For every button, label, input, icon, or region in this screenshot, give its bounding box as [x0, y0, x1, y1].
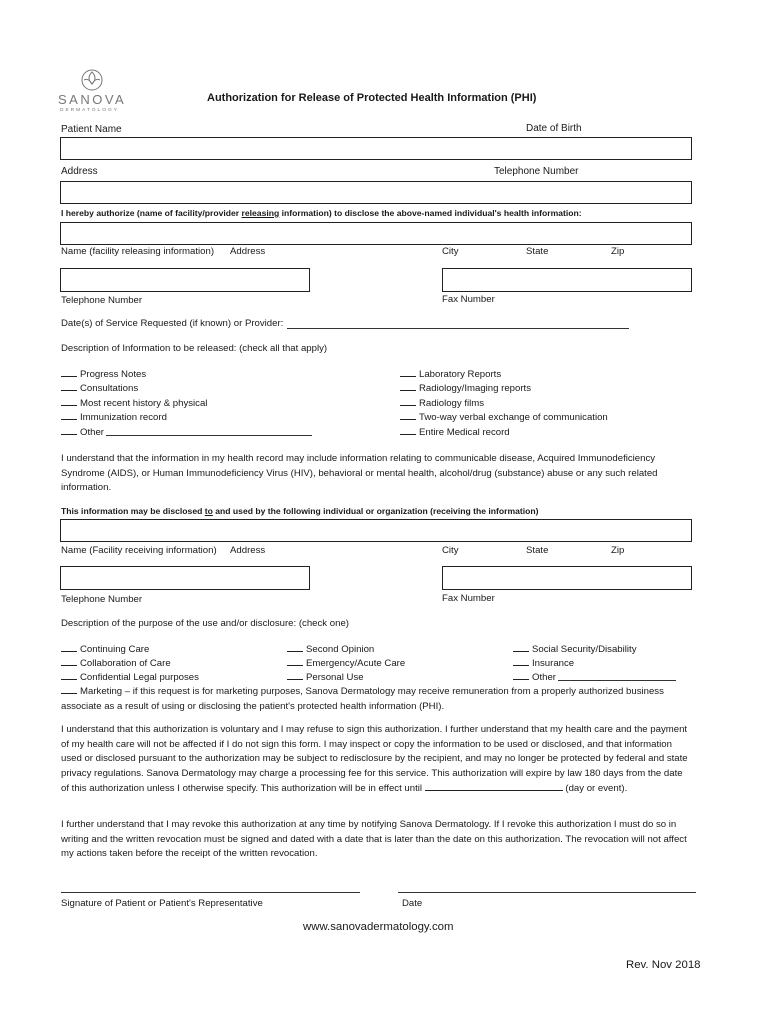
sanova-flower-icon — [79, 68, 105, 92]
authorize-pre: I hereby authorize (name of facility/provider — [61, 208, 242, 218]
address-telephone-field[interactable] — [60, 181, 692, 204]
info-item[interactable]: Radiology films — [400, 396, 484, 409]
releasing-fax-label: Fax Number — [442, 294, 495, 305]
dates-service-line[interactable] — [287, 328, 629, 329]
purpose-item[interactable]: Emergency/Acute Care — [287, 656, 405, 669]
info-item-other[interactable]: Other — [61, 425, 104, 438]
receiving-statement — [61, 506, 539, 516]
purpose-item-other[interactable]: Other — [513, 670, 556, 683]
receiving-fax-label: Fax Number — [442, 593, 495, 604]
releasing-telephone-field[interactable] — [60, 268, 310, 292]
receiving-name-label: Name (Facility receiving information) — [61, 545, 217, 556]
info-item[interactable]: Progress Notes — [61, 367, 146, 380]
receiving-zip-label: Zip — [611, 545, 625, 556]
purpose-item[interactable]: Personal Use — [287, 670, 364, 683]
info-item[interactable]: Most recent history & physical — [61, 396, 207, 409]
info-item[interactable]: Consultations — [61, 381, 138, 394]
releasing-telephone-label: Telephone Number — [61, 295, 143, 306]
address-label: Address — [61, 166, 98, 177]
patient-name-dob-field[interactable] — [60, 137, 692, 160]
purpose-item[interactable]: Collaboration of Care — [61, 656, 171, 669]
revision: Rev. Nov 2018 — [626, 959, 701, 971]
releasing-zip-label: Zip — [611, 246, 625, 257]
info-item[interactable]: Immunization record — [61, 410, 167, 423]
patient-name-label: Patient Name — [61, 124, 122, 135]
releasing-name-label: Name (facility releasing information) — [61, 246, 215, 257]
releasing-address-label: Address — [230, 246, 266, 257]
info-item[interactable]: Entire Medical record — [400, 425, 510, 438]
info-item[interactable]: Laboratory Reports — [400, 367, 501, 380]
voluntary-paragraph: I understand that this authorization is voluntary and I may refuse to sign this authorization. I further understand that my health care and the payment of my health care will not be affected if I do not sign this form. I may inspect or copy the information to be used or disclosed, and that information used or disclosed pursuant to the authorization may be subject to redisclosure by the recipient, and may no longer be protected by federal and state privacy regulations. Sanova Dermatology may charge a processing fee for this service. This authorization will expire by law 180 days from the date of this authorization unless I otherwise specify. This authorization will be in effect until (day or event). — [61, 724, 688, 795]
logo-brand: SANOVA — [58, 92, 127, 107]
telephone-label: Telephone Number — [494, 166, 579, 177]
marketing-item[interactable] — [61, 684, 691, 714]
receiving-fax-field[interactable] — [442, 566, 692, 590]
receiving-state-label: State — [526, 545, 549, 556]
authorize-post: information) to disclose the above-named individual's health information: — [279, 208, 582, 218]
releasing-fax-field[interactable] — [442, 268, 692, 292]
receiving-name-address-field[interactable] — [60, 519, 692, 542]
logo-sub: DERMATOLOGY — [60, 108, 119, 113]
releasing-name-address-field[interactable] — [60, 222, 692, 245]
purpose-other-line[interactable] — [558, 680, 676, 681]
date-line[interactable] — [398, 892, 696, 893]
form-title: Authorization for Release of Protected Health Information (PHI) — [207, 92, 537, 104]
marketing-text: Marketing – if this request is for marketing purposes, Sanova Dermatology may receive remuneration from a properly authorized business associate as a result of using or disclosing the patient's protected health information (PHI). — [61, 686, 664, 712]
info-item[interactable]: Two-way verbal exchange of communication — [400, 410, 608, 423]
effective-until-line[interactable] — [425, 781, 563, 791]
receiving-telephone-label: Telephone Number — [61, 594, 143, 605]
purpose-item[interactable]: Confidential Legal purposes — [61, 670, 199, 683]
dates-service-label: Date(s) of Service Requested (if known) or Provider: — [61, 318, 284, 329]
purpose-label: Description of the purpose of the use and/or disclosure: (check one) — [61, 618, 349, 629]
receiving-post: and used by the following individual or organization (receiving the information) — [212, 506, 539, 516]
website: www.sanovadermatology.com — [303, 921, 454, 933]
purpose-item[interactable]: Insurance — [513, 656, 574, 669]
releasing-city-label: City — [442, 246, 459, 257]
authorize-statement — [61, 208, 582, 218]
receiving-pre: This information may be disclosed — [61, 506, 205, 516]
signature-label: Signature of Patient or Patient's Representative — [61, 898, 263, 909]
understand-paragraph: I understand that the information in my health record may include information relating to communicable disease, Acquired Immunodeficiency Syndrome (AIDS), or Human Immunodeficiency Virus (HIV), behavioral or mental health, alcohol/drug (substance) abuse or any such related information. — [61, 453, 658, 494]
description-label: Description of Information to be released: (check all that apply) — [61, 343, 328, 354]
purpose-item[interactable]: Second Opinion — [287, 642, 374, 655]
date-label: Date — [402, 898, 423, 909]
receiving-address-label: Address — [230, 545, 266, 556]
logo — [58, 68, 138, 118]
authorize-emph: releasing — [241, 208, 280, 218]
receiving-city-label: City — [442, 545, 459, 556]
info-other-line[interactable] — [106, 435, 312, 436]
purpose-item[interactable]: Social Security/Disability — [513, 642, 637, 655]
releasing-state-label: State — [526, 246, 549, 257]
receiving-telephone-field[interactable] — [60, 566, 310, 590]
revoke-paragraph: I further understand that I may revoke this authorization at any time by notifying Sanova Dermatology. If I revoke this authorization I must do so in writing and the written revocation must be signed and dated with a date that is later than the date on this authorization. The revocation will not affect my actions taken before the receipt of the written revocation. — [61, 819, 687, 860]
info-item[interactable]: Radiology/Imaging reports — [400, 381, 531, 394]
signature-line[interactable] — [61, 892, 360, 893]
receiving-emph: to — [204, 506, 213, 516]
date-of-birth-label: Date of Birth — [526, 123, 582, 134]
purpose-item[interactable]: Continuing Care — [61, 642, 149, 655]
